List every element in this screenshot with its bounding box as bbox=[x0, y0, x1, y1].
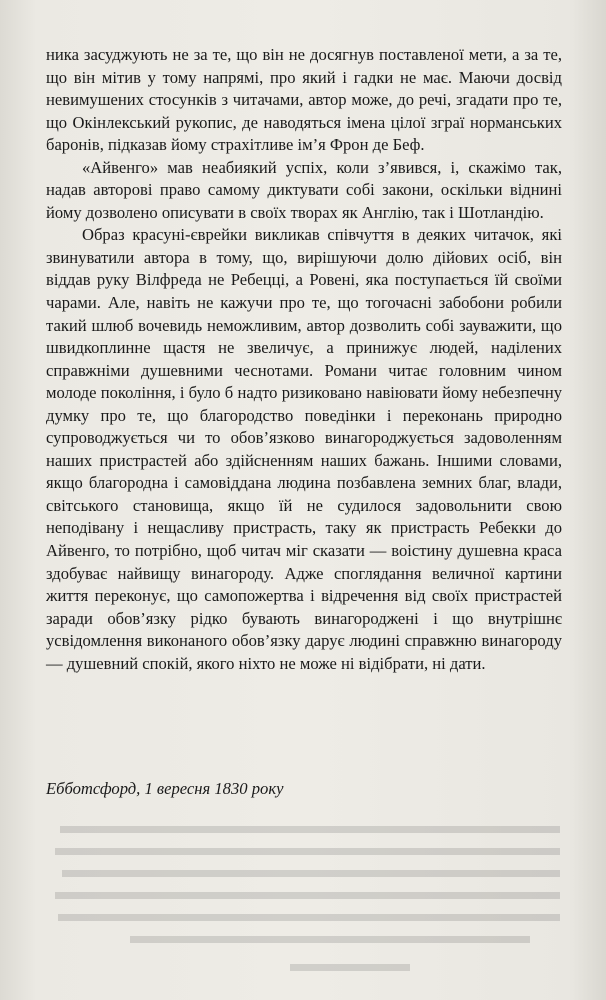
paragraph-1: ника засуджують не за те, що він не досягнув поставленої мети, а за те, що він мітив у тому напрямі, про який і гадки не має. Маючи досвід невимушених стосунків з читачами, автор може, до речі, згадати про те, що Окінлекський рукопис, де наводяться імена цілої зграї норманських баронів, підказав йому страхітливе ім’я Фрон де Беф. bbox=[46, 45, 562, 155]
body-text bbox=[46, 44, 562, 675]
paragraph-3: Образ красуні-єврейки викликав співчуття в деяких читачок, які звинуватили автора в тому, що, вирішуючи долю дійових осіб, він віддав руку Вілфреда не Ребецці, а Ровені, яка поступається їй своїми чарами. Але, навіть не кажучи про те, що тогочасні забобони робили такий шлюб вочевидь неможливим, автор дозволить собі зауважити, що швидкоплинне щастя не звеличує, а принижує людей, наділених справжніми душевними чеснотами. Романи читає головним чином молоде покоління, і було б надто ризиковано навіювати йому небезпечну думку про те, що благородство поведінки і переконань природно супроводжується чи то обов’язково винагороджується задоволенням наших пристрастей або здійсненням наших бажань. Іншими словами, якщо благородна і самовіддана людина позбавлена земних благ, влади, світського становища, якщо їй не судилося задовольнити свою неподівану і нещасливу пристрасть, таку як пристрасть Ребекки до Айвенго, то потрібно, щоб читач міг сказати — воістину душевна краса здобуває найвищу винагороду. Адже споглядання величної картини життя переконує, що самопожертва і відречення від своїх пристрастей заради обов’язку рідко бувають винагороджені і що внутрішнє усвідомлення виконаного обов’язку дарує людині справжню винагороду — душевний спокій, якого ніхто не може ні відібрати, ні дати. bbox=[46, 225, 562, 673]
signature-line: Ебботсфорд, 1 вересня 1830 року bbox=[46, 779, 284, 798]
show-through-lines bbox=[50, 818, 560, 978]
paragraph-2: «Айвенго» мав неабиякий успіх, коли з’явився, і, скажімо так, надав авторові право самому диктувати собі закони, оскільки віднині йому дозволено описувати в своїх творах як Англію, так і Шотландію. bbox=[46, 157, 562, 222]
show-through-text bbox=[50, 818, 560, 978]
